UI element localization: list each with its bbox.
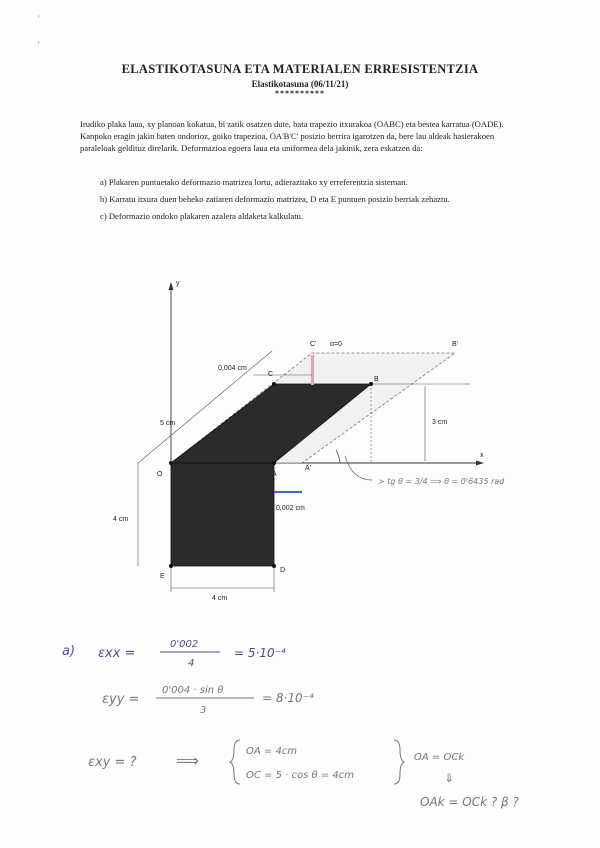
point-b-label: B xyxy=(374,376,379,383)
point-a-prime-label: A' xyxy=(305,465,312,472)
hw-arrow: ⟹ xyxy=(176,751,199,770)
hw-final: OAk = OCk ? β ? xyxy=(420,795,519,809)
hw-exx-num: 0'002 xyxy=(170,639,199,650)
point-o-label: O xyxy=(157,471,163,478)
problem-intro: Irudiko plaka laua, xy planoan kokatua, bi zatik osatzen dute, bata trapezio itxurakoa (OABC) eta bestea karratua (OADE). Kanpoko eragin jakin baten ondorioz, goiko trapezioa, OA'B'C' posizio berrira igarotzen da, bere lau aldeak hasierakoen paraleloak geldituz direlarik. Deformazioa egoera laua eta uniformea dela jakinik, zera eskatzen da: xyxy=(80,119,504,153)
point-e-label: E xyxy=(160,573,165,580)
hw-oa: OA = 4cm xyxy=(246,746,298,757)
theta-note: > tg θ = 3/4 ⟹ θ = 0'6435 rad xyxy=(378,477,505,486)
page-subtitle: Elastikotasuna (06/11/21) xyxy=(251,79,349,89)
hw-oak: OA = OCk xyxy=(414,752,465,763)
y-axis-label: y xyxy=(176,280,180,287)
hw-eyy-den: 3 xyxy=(200,705,207,716)
hw-brace-right xyxy=(394,740,404,784)
point-b-prime-label: B' xyxy=(452,341,459,348)
point-c-prime-label: C' xyxy=(310,341,317,348)
problem-item-a: a) Plakaren puntuetako deformazio matrizea lortu, adierazitako xy erreferentzia sisteman. xyxy=(100,177,408,187)
theta-arc xyxy=(336,450,340,463)
point-c-dot xyxy=(272,382,276,386)
scan-mark-2: ' xyxy=(38,40,40,50)
hw-eyy-lhs: εyy = xyxy=(102,692,140,707)
x-axis-label: x xyxy=(480,452,484,459)
point-b-dot xyxy=(369,382,373,386)
scan-mark-1: ' xyxy=(38,14,40,24)
hw-exy-lhs: εxy = ? xyxy=(88,755,137,770)
hw-exx-res: = 5·10⁻⁴ xyxy=(234,646,286,660)
point-a-dot xyxy=(272,461,276,465)
hw-eyy-num: 0'004 · sin θ xyxy=(162,685,224,696)
y-axis-arrow xyxy=(169,282,174,290)
page-title: ELASTIKOTASUNA ETA MATERIALEN ERRESISTENTZIA xyxy=(121,62,479,76)
point-c-label: C xyxy=(268,371,274,378)
x-axis-arrow xyxy=(476,461,484,466)
alpha-label: α=0 xyxy=(330,341,343,348)
problem-item-b: b) Karratu itxura duen beheko zatiaren deformazio matrizea, D eta E puntuen posizio berriak zehaztu. xyxy=(100,194,450,204)
point-e-dot xyxy=(169,564,173,568)
hw-oc: OC = 5 · cos θ = 4cm xyxy=(246,770,354,781)
dim-square-w: 4 cm xyxy=(212,595,228,602)
hw-brace-left xyxy=(230,740,240,784)
dim-side: 5 cm xyxy=(160,420,176,427)
dim-bottom-shift: 0,002 cm xyxy=(276,505,305,512)
dim-top-shift: 0,004 cm xyxy=(218,365,247,372)
point-d-label: D xyxy=(280,567,286,574)
title-stars: ********** xyxy=(275,89,325,98)
theta-leader xyxy=(345,456,372,480)
problem-item-c: c) Deformazio ondoko plakaren azalera aldaketa kalkulatu. xyxy=(100,211,304,221)
hw-exx-lhs: εxx = xyxy=(98,646,136,661)
square-oade xyxy=(171,463,274,566)
point-a-label: A xyxy=(272,471,277,478)
dim-square-h: 4 cm xyxy=(113,516,129,523)
hw-part-a: a) xyxy=(62,644,76,659)
hw-eyy-res: = 8·10⁻⁴ xyxy=(262,691,314,705)
hw-exx-den: 4 xyxy=(188,658,195,669)
dim-height: 3 cm xyxy=(432,419,448,426)
hw-down: ⇓ xyxy=(444,771,455,785)
shift-marker xyxy=(311,355,314,385)
point-o-dot xyxy=(169,461,173,465)
point-d-dot xyxy=(272,564,276,568)
